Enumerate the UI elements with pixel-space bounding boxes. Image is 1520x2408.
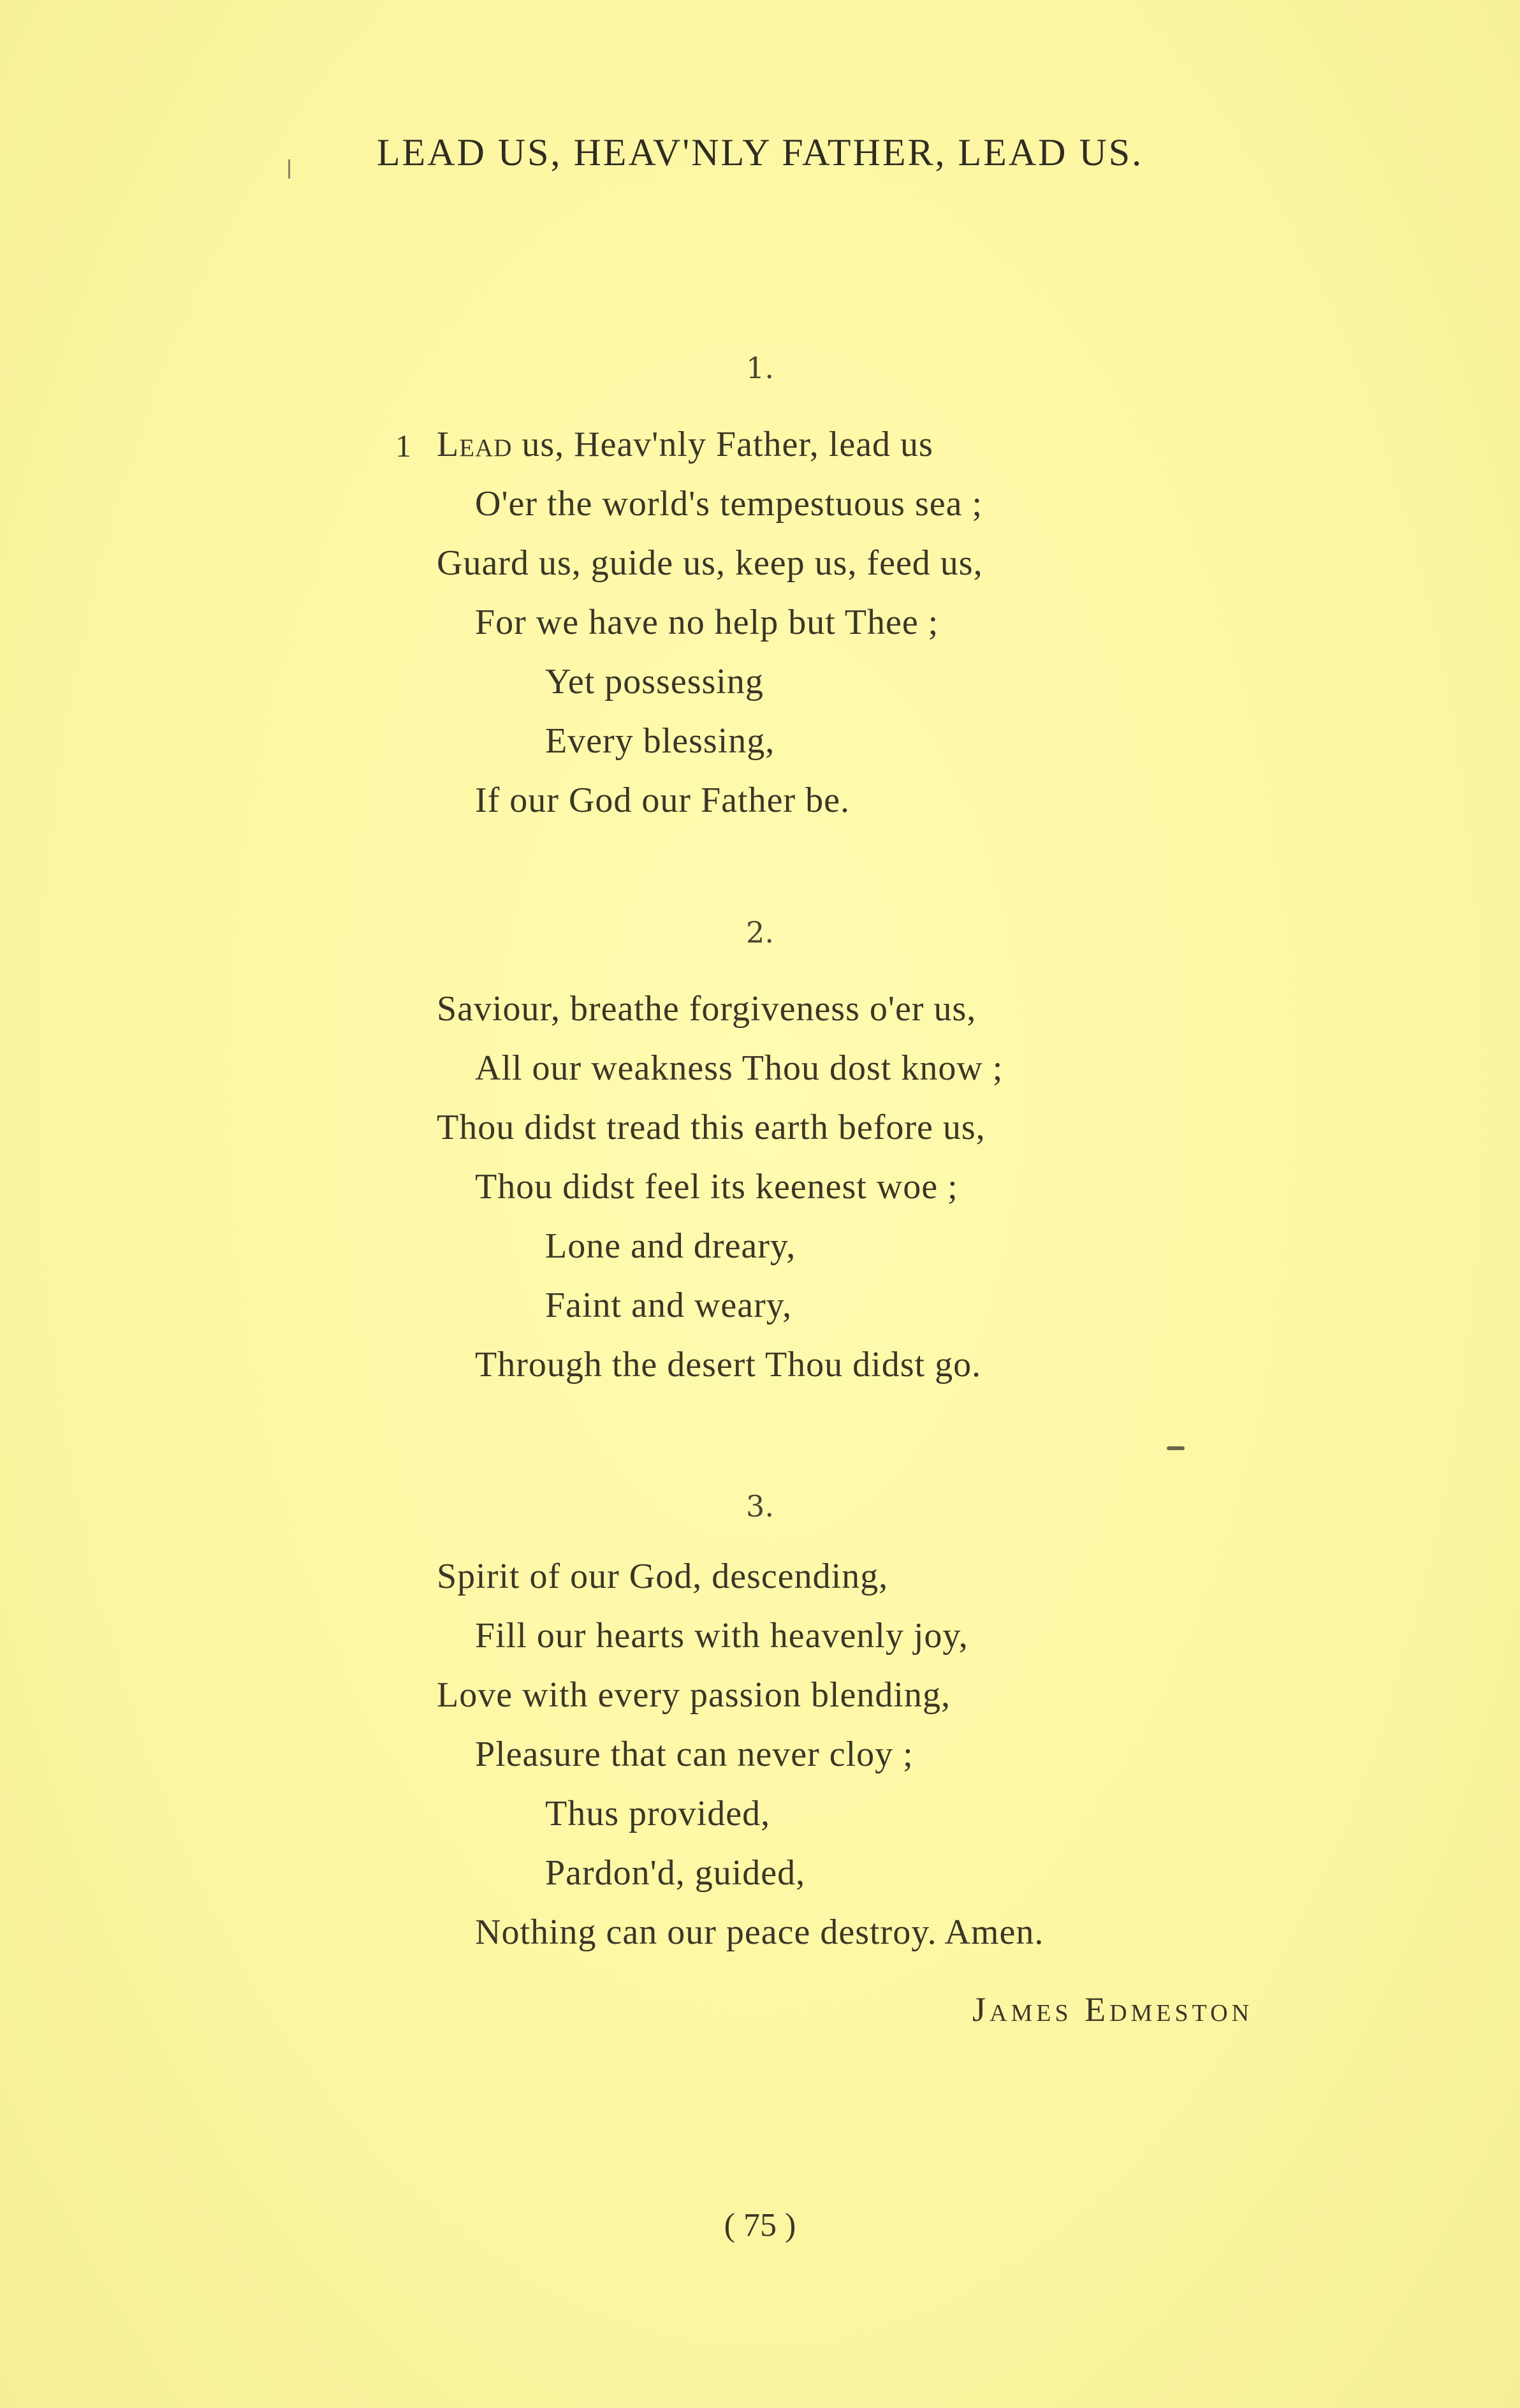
page-number: ( 75 )	[724, 2207, 796, 2243]
stanza-line: Saviour, breathe forgiveness o'er us,	[437, 989, 977, 1029]
stanza-line: For we have no help but Thee ;	[475, 603, 939, 642]
printer-mark	[1167, 1446, 1185, 1450]
stanza-line: Guard us, guide us, keep us, feed us,	[437, 543, 983, 583]
stanza-line: Yet possessing	[545, 662, 764, 701]
stanza-line: Nothing can our peace destroy. Amen.	[475, 1912, 1044, 1952]
stanza-line: Every blessing,	[545, 721, 775, 761]
stanza-line-text: us, Heav'nly Father, lead us	[522, 425, 933, 464]
hymn-line-number: 1	[395, 428, 411, 464]
stanza-line: Spirit of our God, descending,	[437, 1557, 889, 1596]
stanza-line: Thou didst tread this earth before us,	[437, 1108, 986, 1147]
stanza-line: Thou didst feel its keenest woe ;	[475, 1167, 958, 1207]
stanza-line: If our God our Father be.	[475, 781, 850, 820]
first-word: Lead	[437, 425, 513, 464]
stanza-line: Pardon'd, guided,	[545, 1853, 806, 1893]
stanza-number: 2.	[746, 915, 774, 950]
stanza-number: 3.	[746, 1489, 774, 1523]
stanza-line: Fill our hearts with heavenly joy,	[475, 1616, 968, 1656]
stanza-line: All our weakness Thou dost know ;	[475, 1048, 1004, 1088]
author-name: James Edmeston	[972, 1990, 1253, 2029]
stanza-line	[437, 424, 933, 465]
stanza-line: Through the desert Thou didst go.	[475, 1345, 982, 1384]
stanza-line: Thus provided,	[545, 1794, 771, 1833]
stanza-line: Love with every passion blending,	[437, 1675, 951, 1715]
stanza-line: Faint and weary,	[545, 1286, 793, 1325]
stanza-line: O'er the world's tempestuous sea ;	[475, 484, 983, 524]
stanza-line: Lone and dreary,	[545, 1226, 796, 1266]
stanza-line: Pleasure that can never cloy ;	[475, 1735, 914, 1774]
stanza-number: 1.	[746, 351, 774, 385]
hymn-title: LEAD US, HEAV'NLY FATHER, LEAD US.	[376, 131, 1144, 173]
